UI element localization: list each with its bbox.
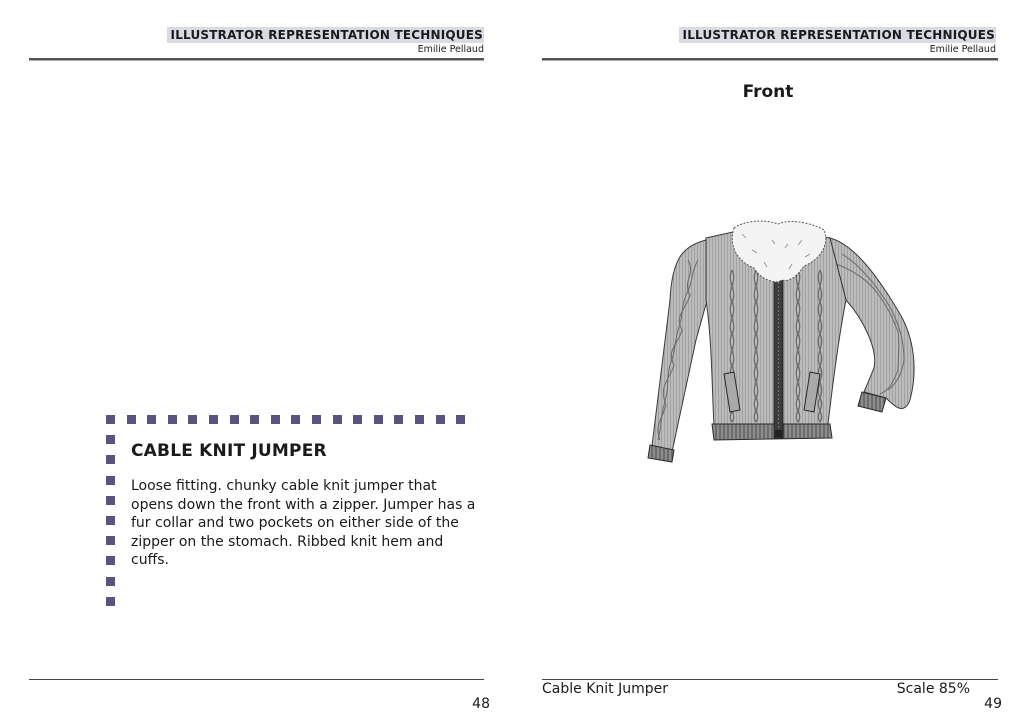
page-number: 49 bbox=[984, 696, 1002, 712]
header-author: Emilie Pellaud bbox=[929, 44, 996, 55]
header-title: ILLUSTRATOR REPRESENTATION TECHNIQUES bbox=[167, 27, 484, 43]
decorative-square bbox=[230, 415, 239, 424]
decorative-square bbox=[353, 415, 362, 424]
decorative-square bbox=[106, 556, 115, 565]
decorative-square bbox=[250, 415, 259, 424]
garment-description: Loose fitting. chunky cable knit jumper that opens down the front with a zipper. Jumper has a fur collar and two pockets on either side of the zipper on the stomach. Ribbed knit hem and cuffs. bbox=[131, 478, 476, 568]
decorative-square bbox=[106, 476, 115, 485]
decorative-square bbox=[106, 536, 115, 545]
decorative-square bbox=[106, 577, 115, 586]
decorative-square bbox=[106, 435, 115, 444]
decorative-square bbox=[394, 415, 403, 424]
decorative-square bbox=[333, 415, 342, 424]
view-label: Front bbox=[742, 82, 794, 102]
decorative-square bbox=[106, 496, 115, 505]
decorative-square bbox=[312, 415, 321, 424]
jumper-illustration bbox=[642, 220, 942, 470]
garment-title: CABLE KNIT JUMPER bbox=[131, 441, 327, 461]
decorative-square bbox=[188, 415, 197, 424]
right-sleeve bbox=[830, 238, 914, 409]
zipper-pull bbox=[775, 430, 782, 437]
header-rule bbox=[542, 58, 998, 61]
decorative-square bbox=[209, 415, 218, 424]
decorative-square bbox=[106, 455, 115, 464]
decorative-square bbox=[106, 516, 115, 525]
footer-garment-name: Cable Knit Jumper bbox=[542, 681, 668, 697]
decorative-square bbox=[436, 415, 445, 424]
footer-rule bbox=[29, 679, 484, 680]
decorative-square bbox=[106, 597, 115, 606]
right-page bbox=[512, 0, 1024, 725]
header-author: Emilie Pellaud bbox=[417, 44, 484, 55]
decorative-square bbox=[271, 415, 280, 424]
decorative-square bbox=[127, 415, 136, 424]
decorative-square bbox=[374, 415, 383, 424]
decorative-square bbox=[147, 415, 156, 424]
decorative-square bbox=[106, 415, 115, 424]
decorative-square bbox=[456, 415, 465, 424]
decorative-square bbox=[168, 415, 177, 424]
ribbed-hem bbox=[712, 424, 832, 440]
page-number: 48 bbox=[472, 696, 490, 712]
header-rule bbox=[29, 58, 484, 61]
header-title: ILLUSTRATOR REPRESENTATION TECHNIQUES bbox=[679, 27, 996, 43]
decorative-square bbox=[291, 415, 300, 424]
footer-rule bbox=[542, 679, 998, 680]
footer-scale: Scale 85% bbox=[896, 681, 970, 697]
decorative-square bbox=[415, 415, 424, 424]
